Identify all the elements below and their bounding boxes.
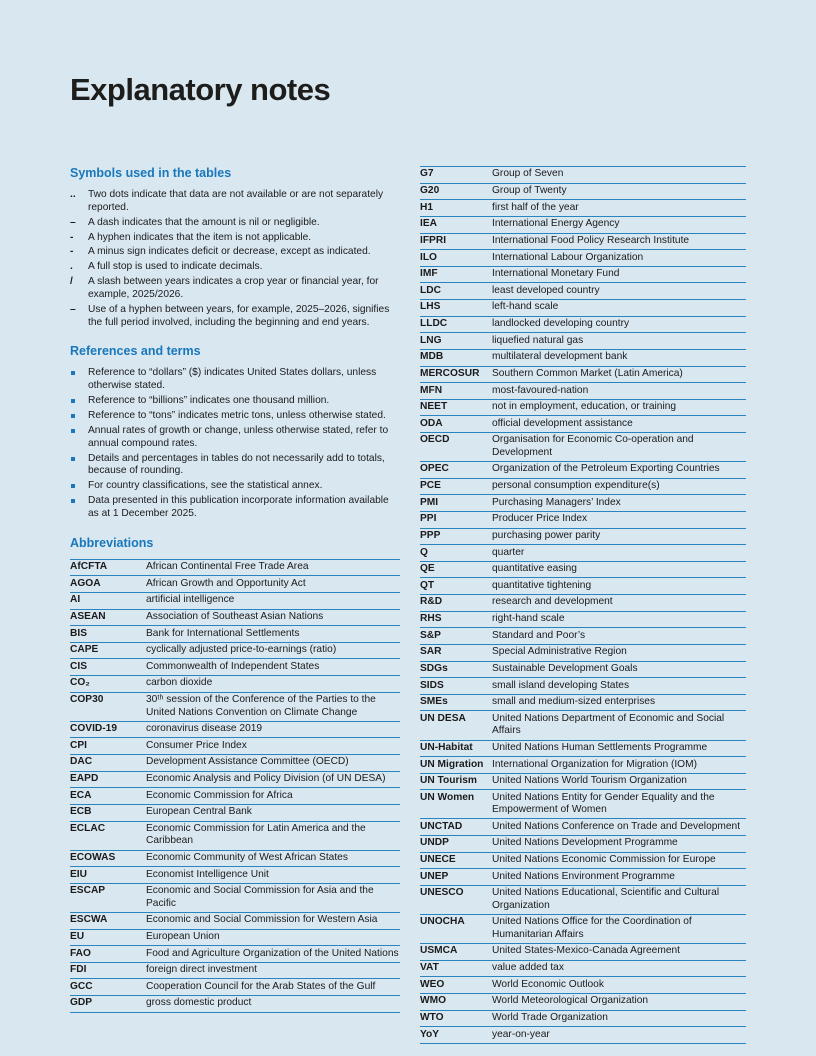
abbrev-term: NEET (420, 399, 492, 416)
abbrev-definition: United States-Mexico-Canada Agreement (492, 944, 746, 961)
abbrev-definition: International Organization for Migration (IOM) (492, 757, 746, 774)
abbrev-term: WMO (420, 993, 492, 1010)
abbrev-definition: African Continental Free Trade Area (146, 559, 400, 576)
abbrev-definition: Purchasing Managers’ Index (492, 495, 746, 512)
abbrev-definition: quantitative easing (492, 561, 746, 578)
abbrev-row (420, 478, 746, 495)
abbreviations-table-right-body (420, 167, 746, 1044)
abbrev-term: UNESCO (420, 885, 492, 914)
abbrev-row (420, 993, 746, 1010)
abbrev-row (70, 738, 400, 755)
reference-text: For country classifications, see the statistical annex. (88, 480, 323, 492)
abbrev-definition: Economic Commission for Latin America and the Caribbean (146, 821, 400, 850)
abbrev-row (70, 576, 400, 593)
abbrev-term: BIS (70, 626, 146, 643)
symbols-section (70, 166, 400, 329)
symbol-description: Two dots indicate that data are not available or are not separately reported. (88, 189, 384, 213)
abbrev-term: QE (420, 561, 492, 578)
symbol-glyph: . (70, 261, 73, 273)
right-column (420, 166, 746, 1044)
reference-text: Reference to “billions” indicates one thousand million. (88, 395, 330, 407)
abbrev-definition: United Nations Economic Commission for Europe (492, 852, 746, 869)
abbrev-definition: International Food Policy Research Institute (492, 233, 746, 250)
abbrev-row (70, 821, 400, 850)
abbrev-definition: United Nations Entity for Gender Equality and the Empowerment of Women (492, 790, 746, 819)
abbrev-definition: left-hand scale (492, 300, 746, 317)
abbrev-row (420, 1027, 746, 1044)
abbrev-definition: International Monetary Fund (492, 266, 746, 283)
abbrev-definition: personal consumption expenditure(s) (492, 478, 746, 495)
abbrev-row (420, 1010, 746, 1027)
abbrev-definition: coronavirus disease 2019 (146, 721, 400, 738)
abbrev-definition: Development Assistance Committee (OECD) (146, 755, 400, 772)
abbrev-term: IMF (420, 266, 492, 283)
abbrev-row (420, 200, 746, 217)
abbrev-definition: European Central Bank (146, 804, 400, 821)
abbrev-term: AI (70, 592, 146, 609)
abbrev-definition: first half of the year (492, 200, 746, 217)
abbrev-term: EAPD (70, 771, 146, 788)
square-bullet-icon (70, 453, 88, 479)
abbrev-definition: Organization of the Petroleum Exporting Countries (492, 462, 746, 479)
reference-item (70, 367, 400, 393)
content-columns (70, 166, 746, 1044)
symbol-item (70, 232, 400, 245)
abbrev-term: LLDC (420, 316, 492, 333)
abbrev-term: UN Tourism (420, 773, 492, 790)
abbrev-row (420, 977, 746, 994)
symbol-description: A dash indicates that the amount is nil or negligible. (88, 216, 320, 228)
square-bullet-icon (70, 395, 88, 408)
abbrev-row (70, 659, 400, 676)
abbrev-row (70, 676, 400, 693)
abbrev-term: QT (420, 578, 492, 595)
abbrev-term: ILO (420, 250, 492, 267)
abbrev-definition: Producer Price Index (492, 511, 746, 528)
symbol-item (70, 246, 400, 259)
abbrev-row (420, 528, 746, 545)
abbrev-term: WEO (420, 977, 492, 994)
abbreviations-table-left-body (70, 559, 400, 1012)
abbrev-term: G7 (420, 167, 492, 184)
abbrev-row (420, 711, 746, 740)
abbrev-row (420, 836, 746, 853)
square-bullet-icon (70, 495, 88, 521)
abbrev-row (420, 869, 746, 886)
symbol-glyph: – (70, 216, 76, 228)
abbrev-definition: carbon dioxide (146, 676, 400, 693)
abbrev-row (420, 333, 746, 350)
square-bullet-icon (70, 425, 88, 451)
abbrev-term: USMCA (420, 944, 492, 961)
abbrev-row (70, 788, 400, 805)
abbrev-term: Q (420, 545, 492, 562)
abbrev-definition: 30ᵗʰ session of the Conference of the Parties to the United Nations Convention on Climate Change (146, 692, 400, 721)
abbrev-definition: official development assistance (492, 416, 746, 433)
symbol-description: A minus sign indicates deficit or decrease, except as indicated. (88, 246, 371, 258)
abbrev-definition: United Nations World Tourism Organization (492, 773, 746, 790)
abbrev-definition: Economic and Social Commission for Asia and the Pacific (146, 883, 400, 912)
symbol-item (70, 189, 400, 215)
abbrev-row (420, 694, 746, 711)
abbrev-definition: Food and Agriculture Organization of the United Nations (146, 946, 400, 963)
abbrev-row (420, 595, 746, 612)
abbrev-definition: African Growth and Opportunity Act (146, 576, 400, 593)
abbrev-definition: Group of Twenty (492, 183, 746, 200)
abbrev-definition: liquefied natural gas (492, 333, 746, 350)
abbrev-definition: Economic Commission for Africa (146, 788, 400, 805)
abbrev-row (420, 250, 746, 267)
abbrev-term: AGOA (70, 576, 146, 593)
abbrev-row (420, 944, 746, 961)
abbrev-definition: most-favoured-nation (492, 383, 746, 400)
abbrev-row (420, 511, 746, 528)
abbrev-row (420, 611, 746, 628)
abbrev-row (420, 545, 746, 562)
abbrev-term: IEA (420, 216, 492, 233)
abbrev-definition: year-on-year (492, 1027, 746, 1044)
symbol-glyph: .. (70, 189, 76, 200)
abbrev-row (420, 233, 746, 250)
abbrev-term: G20 (420, 183, 492, 200)
abbrev-definition: landlocked developing country (492, 316, 746, 333)
abbrev-term: COP30 (70, 692, 146, 721)
abbrev-term: ESCWA (70, 912, 146, 929)
square-bullet-icon (70, 367, 88, 393)
abbrev-definition: quarter (492, 545, 746, 562)
abbrev-term: ECA (70, 788, 146, 805)
reference-item (70, 453, 400, 479)
abbrev-definition: Economic Analysis and Policy Division (of UN DESA) (146, 771, 400, 788)
abbrev-term: AfCFTA (70, 559, 146, 576)
abbrev-definition: Group of Seven (492, 167, 746, 184)
abbrev-term: S&P (420, 628, 492, 645)
abbrev-row (70, 979, 400, 996)
abbrev-row (420, 266, 746, 283)
abbrev-definition: Association of Southeast Asian Nations (146, 609, 400, 626)
abbrev-definition: International Energy Agency (492, 216, 746, 233)
symbol-glyph: - (70, 246, 74, 258)
abbrev-row (70, 721, 400, 738)
abbrev-term: CAPE (70, 642, 146, 659)
symbol-list (70, 189, 400, 329)
abbrev-row (420, 183, 746, 200)
reference-item (70, 410, 400, 423)
abbrev-row (420, 416, 746, 433)
abbrev-row (420, 773, 746, 790)
abbrev-term: FDI (70, 962, 146, 979)
reference-text: Reference to “dollars” ($) indicates United States dollars, unless otherwise stated. (88, 367, 377, 392)
abbrev-row (420, 300, 746, 317)
abbrev-term: FAO (70, 946, 146, 963)
abbrev-row (70, 609, 400, 626)
abbrev-term: CO₂ (70, 676, 146, 693)
abbrev-definition: Consumer Price Index (146, 738, 400, 755)
symbol-description: A hyphen indicates that the item is not applicable. (88, 231, 312, 243)
reference-text: Details and percentages in tables do not necessarily add to totals, because of rounding. (88, 452, 385, 477)
abbrev-row (420, 578, 746, 595)
abbrev-definition: Special Administrative Region (492, 644, 746, 661)
abbrev-definition: cyclically adjusted price-to-earnings (ratio) (146, 642, 400, 659)
abbrev-row (420, 740, 746, 757)
abbrev-row (420, 316, 746, 333)
abbrev-term: UN DESA (420, 711, 492, 740)
page-title: Explanatory notes (70, 72, 331, 107)
abbrev-definition: Organisation for Economic Co-operation and Development (492, 433, 746, 462)
abbrev-definition: gross domestic product (146, 996, 400, 1013)
abbrev-definition: Economist Intelligence Unit (146, 867, 400, 884)
abbrev-row (420, 366, 746, 383)
abbrev-term: VAT (420, 960, 492, 977)
abbrev-row (420, 661, 746, 678)
abbrev-term: UNOCHA (420, 915, 492, 944)
abbrev-row (420, 678, 746, 695)
abbrev-definition: Southern Common Market (Latin America) (492, 366, 746, 383)
abbrev-term: EU (70, 929, 146, 946)
abbrev-row (420, 349, 746, 366)
abbrev-row (70, 755, 400, 772)
abbrev-definition: foreign direct investment (146, 962, 400, 979)
abbrev-row (70, 912, 400, 929)
abbrev-term: UNECE (420, 852, 492, 869)
abbreviations-heading: Abbreviations (70, 535, 154, 550)
abbrev-row (420, 790, 746, 819)
abbrev-definition: Standard and Poor’s (492, 628, 746, 645)
left-column (70, 166, 400, 1044)
symbol-item (70, 217, 400, 230)
abbrev-term: LDC (420, 283, 492, 300)
abbrev-term: GDP (70, 996, 146, 1013)
abbrev-row (420, 399, 746, 416)
abbrev-row (70, 559, 400, 576)
abbrev-definition: Commonwealth of Independent States (146, 659, 400, 676)
abbrev-term: H1 (420, 200, 492, 217)
abbrev-term: PPP (420, 528, 492, 545)
abbrev-term: MFN (420, 383, 492, 400)
reference-text: Data presented in this publication incorporate information available as at 1 December 2025. (88, 495, 389, 519)
references-heading: References and terms (70, 344, 201, 359)
abbrev-row (420, 819, 746, 836)
abbrev-term: PPI (420, 511, 492, 528)
abbrev-definition: World Economic Outlook (492, 977, 746, 994)
reference-item (70, 480, 400, 493)
abbrev-term: SIDS (420, 678, 492, 695)
abbrev-row (420, 495, 746, 512)
abbrev-term: ECOWAS (70, 850, 146, 867)
abbrev-row (70, 626, 400, 643)
abbrev-term: GCC (70, 979, 146, 996)
abbrev-term: UN Women (420, 790, 492, 819)
abbrev-term: RHS (420, 611, 492, 628)
abbrev-definition: small island developing States (492, 678, 746, 695)
abbrev-term: MERCOSUR (420, 366, 492, 383)
abbrev-definition: World Trade Organization (492, 1010, 746, 1027)
abbrev-term: OPEC (420, 462, 492, 479)
abbrev-term: COVID-19 (70, 721, 146, 738)
abbrev-row (420, 433, 746, 462)
symbol-item (70, 304, 400, 330)
abbrev-row (420, 561, 746, 578)
symbols-heading: Symbols used in the tables (70, 166, 232, 180)
abbrev-definition: quantitative tightening (492, 578, 746, 595)
abbrev-term: ECLAC (70, 821, 146, 850)
abbrev-term: MDB (420, 349, 492, 366)
abbrev-definition: European Union (146, 929, 400, 946)
abbrev-definition: United Nations Human Settlements Programme (492, 740, 746, 757)
abbrev-definition: Economic and Social Commission for Western Asia (146, 912, 400, 929)
abbrev-definition: World Meteorological Organization (492, 993, 746, 1010)
abbrev-row (420, 885, 746, 914)
abbrev-term: CPI (70, 738, 146, 755)
references-section (70, 344, 400, 520)
abbrev-term: UN-Habitat (420, 740, 492, 757)
symbol-glyph: – (70, 303, 76, 315)
abbrev-definition: Economic Community of West African States (146, 850, 400, 867)
square-bullet-icon (70, 480, 88, 493)
abbrev-definition: United Nations Educational, Scientific and Cultural Organization (492, 885, 746, 914)
symbol-item (70, 276, 400, 302)
abbrev-row (70, 946, 400, 963)
symbol-description: A full stop is used to indicate decimals. (88, 261, 263, 273)
abbrev-definition: artificial intelligence (146, 592, 400, 609)
abbrev-term: LHS (420, 300, 492, 317)
abbrev-term: OECD (420, 433, 492, 462)
reference-item (70, 425, 400, 451)
abbrev-row (70, 642, 400, 659)
abbrev-definition: United Nations Development Programme (492, 836, 746, 853)
abbrev-term: UNEP (420, 869, 492, 886)
abbrev-row (420, 216, 746, 233)
abbrev-row (70, 867, 400, 884)
abbrev-definition: research and development (492, 595, 746, 612)
abbrev-row (420, 915, 746, 944)
abbreviations-table-left (70, 559, 400, 1013)
abbrev-term: UN Migration (420, 757, 492, 774)
reference-item (70, 495, 400, 521)
symbol-description: A slash between years indicates a crop year or financial year, for example, 2025/2026. (88, 276, 379, 300)
abbrev-term: LNG (420, 333, 492, 350)
abbrev-row (420, 167, 746, 184)
abbrev-row (70, 592, 400, 609)
abbrev-definition: United Nations Conference on Trade and Development (492, 819, 746, 836)
abbrev-row (420, 757, 746, 774)
symbol-description: Use of a hyphen between years, for example, 2025–2026, signifies the full period involved, including the beginning and end years. (88, 303, 390, 328)
reference-text: Reference to “tons” indicates metric tons, unless otherwise stated. (88, 409, 386, 421)
abbrev-definition: United Nations Office for the Coordination of Humanitarian Affairs (492, 915, 746, 944)
abbrev-row (420, 462, 746, 479)
abbrev-term: ASEAN (70, 609, 146, 626)
symbol-glyph: - (70, 231, 74, 243)
abbrev-term: ESCAP (70, 883, 146, 912)
abbrev-definition: Bank for International Settlements (146, 626, 400, 643)
abbrev-term: IFPRI (420, 233, 492, 250)
abbrev-term: SMEs (420, 694, 492, 711)
abbrev-term: UNCTAD (420, 819, 492, 836)
abbrev-definition: least developed country (492, 283, 746, 300)
reference-item (70, 395, 400, 408)
abbrev-row (70, 929, 400, 946)
abbrev-definition: right-hand scale (492, 611, 746, 628)
abbrev-term: PMI (420, 495, 492, 512)
abbrev-row (70, 996, 400, 1013)
abbrev-definition: United Nations Department of Economic and Social Affairs (492, 711, 746, 740)
abbrev-row (70, 883, 400, 912)
abbrev-row (420, 283, 746, 300)
abbrev-row (420, 628, 746, 645)
abbrev-definition: Sustainable Development Goals (492, 661, 746, 678)
abbrev-row (70, 850, 400, 867)
abbrev-definition: small and medium-sized enterprises (492, 694, 746, 711)
abbrev-row (70, 962, 400, 979)
abbrev-term: PCE (420, 478, 492, 495)
abbrev-term: UNDP (420, 836, 492, 853)
abbrev-term: YoY (420, 1027, 492, 1044)
abbrev-term: ODA (420, 416, 492, 433)
symbol-item (70, 261, 400, 274)
abbreviations-section (70, 536, 400, 1013)
abbrev-definition: not in employment, education, or training (492, 399, 746, 416)
abbrev-row (70, 692, 400, 721)
abbrev-row (70, 771, 400, 788)
abbrev-row (420, 644, 746, 661)
abbrev-term: R&D (420, 595, 492, 612)
abbrev-term: SDGs (420, 661, 492, 678)
abbrev-definition: value added tax (492, 960, 746, 977)
abbrev-term: SAR (420, 644, 492, 661)
symbol-glyph: / (70, 276, 73, 288)
abbrev-row (420, 383, 746, 400)
abbrev-term: WTO (420, 1010, 492, 1027)
square-bullet-icon (70, 410, 88, 423)
abbrev-definition: United Nations Environment Programme (492, 869, 746, 886)
abbrev-term: DAC (70, 755, 146, 772)
reference-text: Annual rates of growth or change, unless otherwise stated, refer to annual compound rates. (88, 424, 389, 449)
abbrev-definition: multilateral development bank (492, 349, 746, 366)
abbrev-definition: purchasing power parity (492, 528, 746, 545)
abbrev-definition: International Labour Organization (492, 250, 746, 267)
abbreviations-table-right (420, 166, 746, 1044)
abbrev-row (70, 804, 400, 821)
abbrev-term: CIS (70, 659, 146, 676)
abbrev-term: ECB (70, 804, 146, 821)
references-list (70, 367, 400, 520)
abbrev-term: EIU (70, 867, 146, 884)
abbrev-row (420, 960, 746, 977)
abbrev-row (420, 852, 746, 869)
abbrev-definition: Cooperation Council for the Arab States of the Gulf (146, 979, 400, 996)
